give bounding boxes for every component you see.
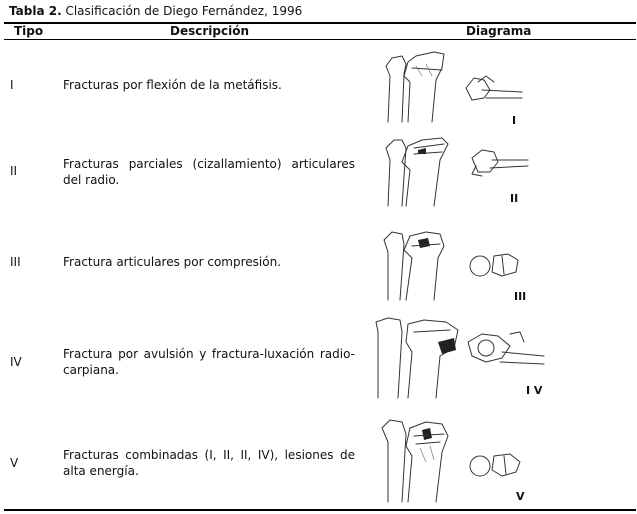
- diagram-label: V: [516, 490, 525, 503]
- diagram-fracture-type-iv: [374, 312, 554, 404]
- row-tipo: III: [10, 255, 21, 269]
- row-tipo: II: [10, 164, 18, 178]
- header-diagrama: Diagrama: [466, 24, 532, 38]
- diagram-label: III: [514, 290, 527, 303]
- diagram-fracture-type-i: [382, 46, 532, 128]
- diagram-fracture-type-ii: [382, 132, 532, 214]
- table-bottom-rule: [4, 509, 636, 511]
- table-row: [0, 310, 637, 406]
- table-caption-text: Clasificación de Diego Fernández, 1996: [65, 4, 303, 18]
- table-row: [0, 130, 637, 218]
- row-descripcion: Fractura articulares por compresión.: [63, 255, 282, 269]
- row-descripcion: Fractura por avulsión y fractura-luxación radio-carpiana.: [63, 347, 355, 377]
- diagram-fracture-type-iii: [382, 222, 532, 306]
- header-descripcion: Descripción: [170, 24, 249, 38]
- row-descripcion: Fracturas por flexión de la metáfisis.: [63, 78, 282, 92]
- table-row: [0, 406, 637, 509]
- table-row: [0, 40, 637, 130]
- diagram-fracture-type-v: [380, 412, 540, 506]
- diagram-label: I V: [526, 384, 543, 397]
- header-tipo: Tipo: [14, 24, 44, 38]
- row-tipo: IV: [10, 355, 22, 369]
- row-tipo: I: [10, 78, 14, 92]
- diagram-label: II: [510, 192, 519, 205]
- row-descripcion: Fracturas combinadas (I, II, II, IV), lesiones de alta energía.: [63, 448, 355, 478]
- table-caption: [9, 4, 302, 18]
- table-caption-label: Tabla 2.: [9, 4, 62, 18]
- table-top-rule: [4, 22, 636, 24]
- table-row: [0, 218, 637, 310]
- row-descripcion: Fracturas parciales (cizallamiento) articulares del radio.: [63, 157, 355, 187]
- diagram-label: I: [512, 114, 517, 127]
- row-tipo: V: [10, 456, 19, 470]
